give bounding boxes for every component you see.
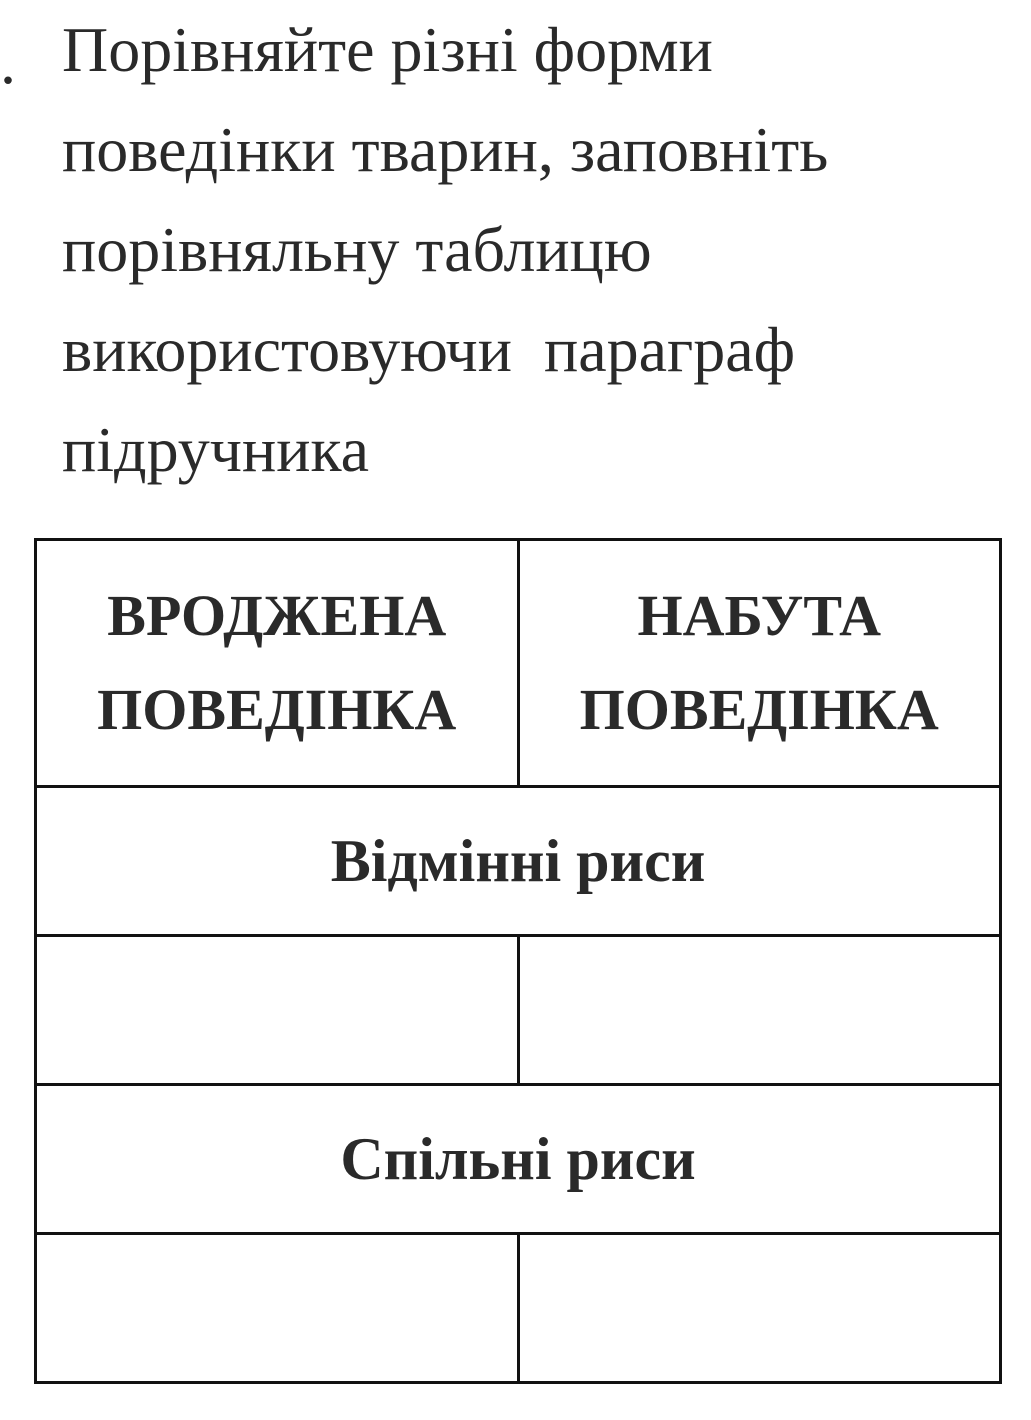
differences-innate-cell[interactable] [36,936,519,1085]
task-line-4: використовуючи параграф [62,314,796,385]
differences-heading: Відмінні риси [36,787,1001,936]
similarities-section-row [36,1085,1001,1234]
comparison-table [34,538,1002,1384]
header-innate-line-2: ПОВЕДІНКА [97,677,457,742]
similarities-heading: Спільні риси [36,1085,1001,1234]
task-line-2: поведінки тварин, заповніть [62,114,829,185]
header-acquired-line-2: ПОВЕДІНКА [579,677,939,742]
similarities-acquired-cell[interactable] [518,1234,1001,1383]
table-header-row [36,540,1001,787]
header-acquired-behavior [518,540,1001,787]
header-innate-line-1: ВРОДЖЕНА [107,583,447,648]
differences-acquired-cell[interactable] [518,936,1001,1085]
task-text [62,0,962,500]
header-innate-behavior [36,540,519,787]
similarities-answer-row [36,1234,1001,1383]
comparison-table-wrapper [34,538,1002,1383]
task-line-5: підручника [62,414,369,485]
differences-section-row [36,787,1001,936]
task-line-1: Порівняйте різні форми [62,14,713,85]
similarities-innate-cell[interactable] [36,1234,519,1383]
task-line-3: порівняльну таблицю [62,214,652,285]
header-acquired-line-1: НАБУТА [637,583,882,648]
differences-answer-row [36,936,1001,1085]
task-number: . [0,26,16,97]
